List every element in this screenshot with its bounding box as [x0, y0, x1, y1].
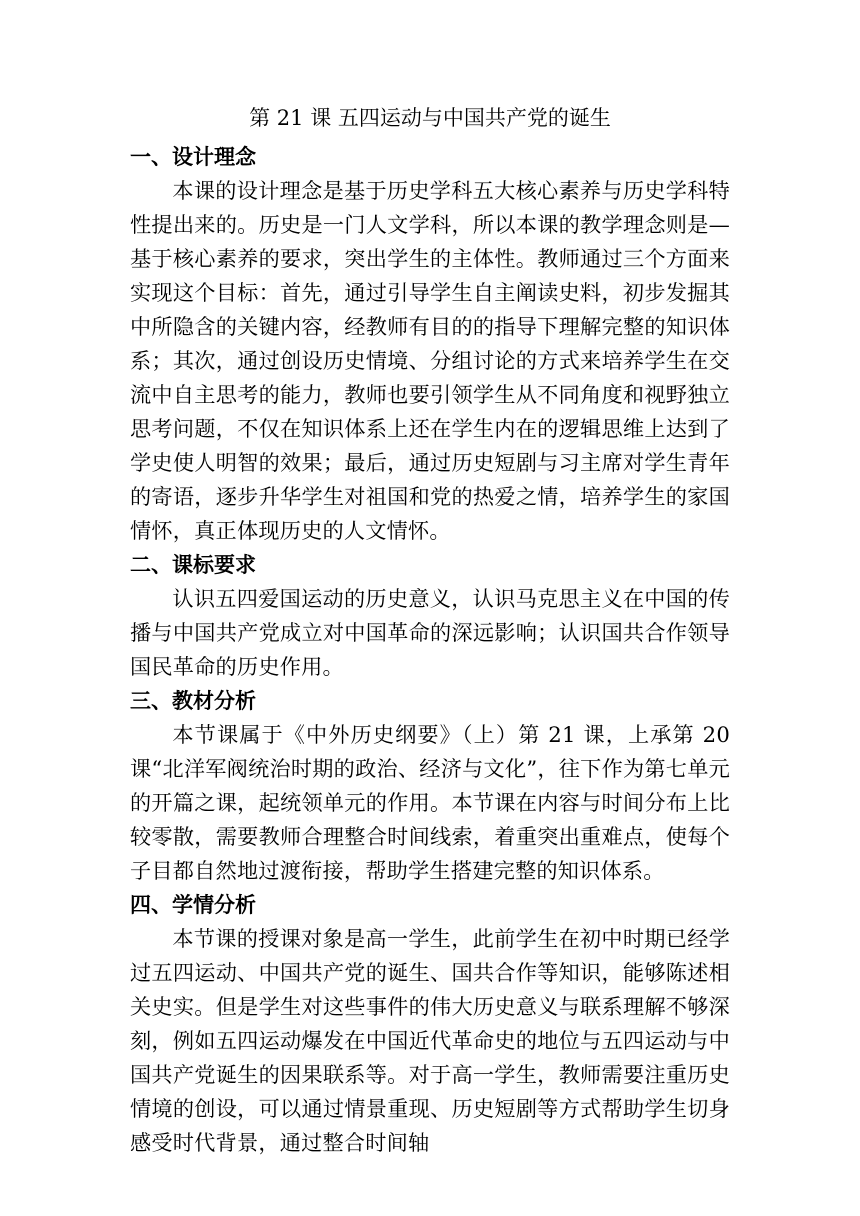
document-title: 第 21 课 五四运动与中国共产党的诞生: [249, 106, 611, 130]
section-design-concept: [130, 140, 730, 548]
document-page: [130, 100, 730, 1160]
section-heading: 三、教材分析: [130, 689, 256, 713]
section-heading: 四、学情分析: [130, 893, 256, 917]
section-textbook-analysis: [130, 684, 730, 888]
section-student-analysis: [130, 888, 730, 1160]
section-curriculum-requirements: [130, 548, 730, 684]
section-heading: 二、课标要求: [130, 553, 256, 577]
section-heading: 一、设计理念: [130, 145, 256, 169]
section-paragraph: 本节课属于《中外历史纲要》（上）第 21 课，上承第 20 课“北洋军阀统治时期的政治、经济与文化”，往下作为第七单元的开篇之课，起统领单元的作用。本节课在内容与时间分布上比较零散，需要教师合理整合时间线索，着重突出重难点，使每个子目都自然地过渡衔接，帮助学生搭建完整的知识体系。: [130, 722, 730, 883]
section-paragraph: 认识五四爱国运动的历史意义，认识马克思主义在中国的传播与中国共产党成立对中国革命的深远影响；认识国共合作领导国民革命的历史作用。: [130, 586, 730, 679]
section-paragraph: 本课的设计理念是基于历史学科五大核心素养与历史学科特性提出来的。历史是一门人文学科，所以本课的教学理念则是—基于核心素养的要求，突出学生的主体性。教师通过三个方面来实现这个目标：首先，通过引导学生自主阐读史料，初步发掘其中所隐含的关键内容，经教师有目的的指导下理解完整的知识体系；其次，通过创设历史情境、分组讨论的方式来培养学生在交流中自主思考的能力，教师也要引领学生从不同角度和视野独立思考问题，不仅在知识体系上还在学生内在的逻辑思维上达到了学史使人明智的效果；最后，通过历史短剧与习主席对学生青年的寄语，逐步升华学生对祖国和党的热爱之情，培养学生的家国情怀，真正体现历史的人文情怀。: [130, 178, 730, 543]
section-paragraph: 本节课的授课对象是高一学生，此前学生在初中时期已经学过五四运动、中国共产党的诞生、国共合作等知识，能够陈述相关史实。但是学生对这些事件的伟大历史意义与联系理解不够深刻，例如五四运动爆发在中国近代革命史的地位与五四运动与中国共产党诞生的因果联系等。对于高一学生，教师需要注重历史情境的创设，可以通过情景重现、历史短剧等方式帮助学生切身感受时代背景，通过整合时间轴: [130, 926, 730, 1155]
